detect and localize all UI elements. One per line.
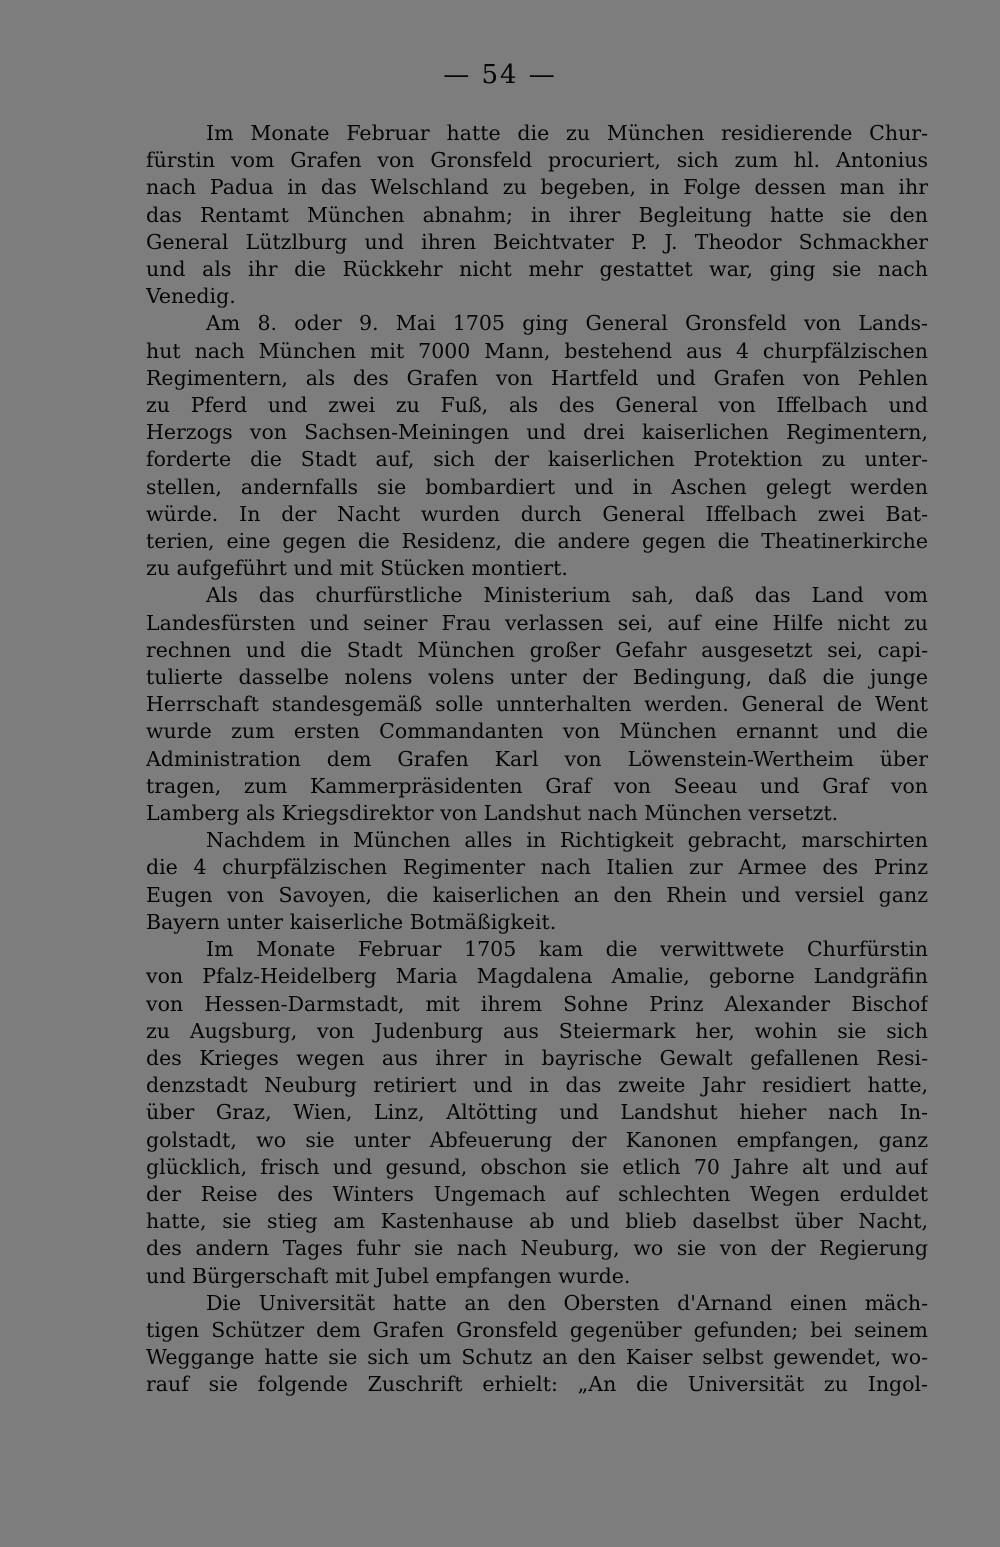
text-line: General Lützlburg und ihren Beichtvater P. J. Theodor Schmackher [146,229,928,254]
text-line: stellen, andernfalls sie bombardiert und in Aschen gelegt werden [146,474,928,499]
text-line: die 4 churpfälzischen Regimenter nach Italien zur Armee des Prinz [146,855,928,880]
page-number: — 54 — [443,60,557,90]
text-line: der Reise des Winters Ungemach auf schlechten Wegen erduldet [146,1181,928,1206]
text-line: und Bürgerschaft mit Jubel empfangen wurde. [146,1263,631,1288]
text-line: Landesfürsten und seiner Frau verlassen sei, auf eine Hilfe nicht zu [146,610,928,635]
text-line: Eugen von Savoyen, die kaiserlichen an den Rhein und versiel ganz [146,882,928,907]
text-line: von Hessen-Darmstadt, mit ihrem Sohne Prinz Alexander Bischof [146,991,928,1016]
text-line: Im Monate Februar hatte die zu München residierende Chur- [206,121,928,145]
text-line: Herrschaft standesgemäß solle unnterhalten werden. General de Went [146,692,928,717]
text-line: tulierte dasselbe nolens volens unter der Bedingung, daß die junge [146,665,928,690]
text-line: das Rentamt München abnahm; in ihrer Begleitung hatte sie den [146,202,928,227]
text-line: glücklich, frisch und gesund, obschon sie etlich 70 Jahre alt und auf [146,1154,928,1179]
text-line: nach Padua in das Welschland zu begeben, in Folge dessen man ihr [146,175,928,200]
text-line: Herzogs von Sachsen-Meiningen und drei kaiserlichen Regimentern, [146,420,928,445]
text-line: Als das churfürstliche Ministerium sah, daß das Land vom [206,583,928,608]
text-line: des andern Tages fuhr sie nach Neuburg, wo sie von der Regierung [146,1236,928,1261]
text-line: hatte, sie stieg am Kastenhause ab und blieb daselbst über Nacht, [146,1209,928,1234]
text-line: Am 8. oder 9. Mai 1705 ging General Gronsfeld von Lands- [206,311,928,336]
paragraph [146,310,928,582]
text-line: Lamberg als Kriegsdirektor von Landshut nach München versetzt. [146,801,839,826]
text-line: denzstadt Neuburg retiriert und in das zweite Jahr residiert hatte, [146,1073,928,1098]
text-line: tragen, zum Kammerpräsidenten Graf von Seeau und Graf von [146,773,928,798]
paragraph [146,120,928,310]
text-line: Weggange hatte sie sich um Schutz an den Kaiser selbst gewendet, wo- [146,1345,928,1370]
text-line: hut nach München mit 7000 Mann, bestehend aus 4 churpfälzischen [146,338,928,363]
text-line: golstadt, wo sie unter Abfeuerung der Kanonen empfangen, ganz [146,1127,928,1152]
text-line: Im Monate Februar 1705 kam die verwittwete Churfürstin [206,937,928,962]
text-line: Venedig. [146,284,236,309]
text-line: würde. In der Nacht wurden durch General Iffelbach zwei Bat- [146,501,928,526]
text-line: terien, eine gegen die Residenz, die andere gegen die Theatinerkirche [146,529,928,554]
paragraph [146,827,928,936]
paragraph [146,582,928,827]
paragraph [146,936,928,1290]
text-line: fürstin vom Grafen von Gronsfeld procuriert, sich zum hl. Antonius [146,148,928,173]
text-line: Regimentern, als des Grafen von Hartfeld und Grafen von Pehlen [146,365,928,390]
text-line: rauf sie folgende Zuschrift erhielt: „An die Universität zu Ingol- [146,1372,928,1397]
text-line: wurde zum ersten Commandanten von München ernannt und die [146,719,928,744]
text-line: tigen Schützer dem Grafen Gronsfeld gegenüber gefunden; bei seinem [146,1317,928,1342]
text-line: zu aufgeführt und mit Stücken montiert. [146,556,568,581]
text-line: Die Universität hatte an den Obersten d'Arnand einen mäch- [206,1290,928,1315]
text-line: zu Pferd und zwei zu Fuß, als des General von Iffelbach und [146,393,928,418]
text-line: Administration dem Grafen Karl von Löwenstein-Wertheim über [146,746,928,771]
paragraph [146,1290,928,1399]
text-line: rechnen und die Stadt München großer Gefahr ausgesetzt sei, capi- [146,637,928,662]
text-line: zu Augsburg, von Judenburg aus Steiermark her, wohin sie sich [146,1018,928,1043]
text-line: und als ihr die Rückkehr nicht mehr gestattet war, ging sie nach [146,257,928,282]
text-line: von Pfalz-Heidelberg Maria Magdalena Amalie, geborne Landgräfin [146,964,928,989]
text-line: Bayern unter kaiserliche Botmäßigkeit. [146,909,557,934]
text-line: forderte die Stadt auf, sich der kaiserlichen Protektion zu unter- [146,447,928,472]
text-line: des Krieges wegen aus ihrer in bayrische Gewalt gefallenen Resi- [146,1045,928,1070]
text-line: Nachdem in München alles in Richtigkeit gebracht, marschirten [206,828,928,853]
body-text [146,120,928,1399]
text-line: über Graz, Wien, Linz, Altötting und Landshut hieher nach In- [146,1100,928,1125]
